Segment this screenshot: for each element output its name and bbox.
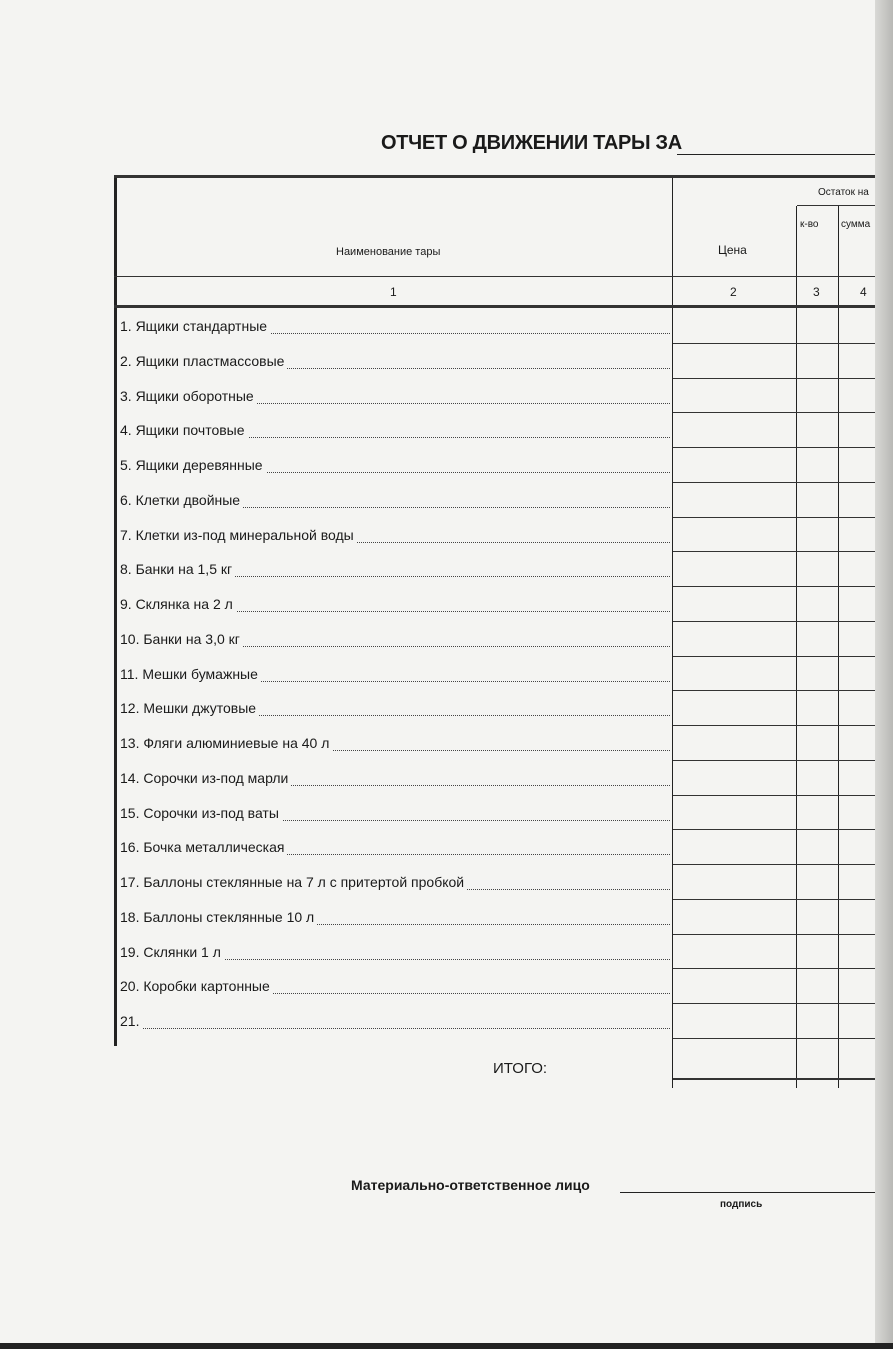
table-row-label bbox=[120, 596, 672, 616]
row-divider bbox=[673, 864, 879, 865]
table-row-label bbox=[120, 457, 672, 477]
qty-column-left-border bbox=[796, 206, 797, 1088]
table-row-label bbox=[120, 1013, 672, 1033]
column-number-3: 3 bbox=[813, 285, 820, 299]
row-name-text: 5. Ящики деревянные bbox=[120, 457, 266, 473]
table-row-label bbox=[120, 492, 672, 512]
column-number-2: 2 bbox=[730, 285, 737, 299]
row-divider bbox=[673, 656, 879, 657]
table-row-label bbox=[120, 631, 672, 651]
table-row-label bbox=[120, 978, 672, 998]
row-name-text: 8. Банки на 1,5 кг bbox=[120, 561, 235, 577]
signature-line bbox=[620, 1192, 885, 1193]
row-name-text: 7. Клетки из-под минеральной воды bbox=[120, 527, 357, 543]
header-sum: сумма bbox=[841, 219, 871, 230]
row-divider bbox=[673, 899, 879, 900]
total-label: ИТОГО: bbox=[493, 1060, 548, 1077]
table-top-border bbox=[114, 175, 879, 178]
column-numbers-bottom-line bbox=[114, 305, 879, 308]
table-row-label bbox=[120, 805, 672, 825]
table-row-label bbox=[120, 666, 672, 686]
row-name-text: 9. Склянка на 2 л bbox=[120, 596, 236, 612]
row-divider bbox=[673, 621, 879, 622]
row-divider bbox=[673, 412, 879, 413]
header-qty: к-во bbox=[800, 219, 819, 230]
row-name-text: 3. Ящики оборотные bbox=[120, 388, 257, 404]
table-row-label bbox=[120, 353, 672, 373]
table-row-label bbox=[120, 561, 672, 581]
report-title: ОТЧЕТ О ДВИЖЕНИИ ТАРЫ ЗА bbox=[381, 132, 682, 154]
responsible-person-label: Материально-ответственное лицо bbox=[351, 1177, 590, 1193]
row-name-text: 13. Фляги алюминиевые на 40 л bbox=[120, 735, 332, 751]
header-name: Наименование тары bbox=[336, 246, 441, 258]
header-remainder: Остаток на bbox=[818, 187, 869, 198]
row-divider bbox=[673, 517, 879, 518]
table-row-label bbox=[120, 388, 672, 408]
table-row-label bbox=[120, 944, 672, 964]
row-name-text: 15. Сорочки из-под ваты bbox=[120, 805, 282, 821]
column-number-4: 4 bbox=[860, 285, 867, 299]
row-name-text: 19. Склянки 1 л bbox=[120, 944, 224, 960]
row-name-text: 14. Сорочки из-под марли bbox=[120, 770, 291, 786]
row-divider bbox=[673, 482, 879, 483]
period-blank-line bbox=[677, 154, 877, 155]
row-name-text: 6. Клетки двойные bbox=[120, 492, 243, 508]
row-divider bbox=[673, 795, 879, 796]
row-name-text: 16. Бочка металлическая bbox=[120, 839, 287, 855]
page-right-edge-shadow bbox=[875, 0, 893, 1349]
row-divider bbox=[673, 447, 879, 448]
price-column-left-border bbox=[672, 176, 673, 1088]
column-number-1: 1 bbox=[390, 285, 397, 299]
row-divider bbox=[673, 1003, 879, 1004]
row-name-text: 4. Ящики почтовые bbox=[120, 422, 248, 438]
signature-caption: подпись bbox=[720, 1199, 763, 1210]
table-row-label bbox=[120, 839, 672, 859]
total-row-bottom-line bbox=[673, 1078, 879, 1080]
header-price: Цена bbox=[718, 243, 747, 257]
row-name-text: 10. Банки на 3,0 кг bbox=[120, 631, 243, 647]
table-row-label bbox=[120, 318, 672, 338]
table-row-label bbox=[120, 422, 672, 442]
row-divider bbox=[673, 586, 879, 587]
row-name-text: 1. Ящики стандартные bbox=[120, 318, 270, 334]
row-name-text: 21. bbox=[120, 1013, 142, 1029]
table-row-label bbox=[120, 874, 672, 894]
row-name-text: 20. Коробки картонные bbox=[120, 978, 273, 994]
row-divider bbox=[673, 829, 879, 830]
row-name-text: 12. Мешки джутовые bbox=[120, 700, 259, 716]
header-bottom-line bbox=[114, 276, 879, 277]
row-divider bbox=[673, 343, 879, 344]
table-row-label bbox=[120, 735, 672, 755]
table-row-label bbox=[120, 909, 672, 929]
leader-dots bbox=[120, 1028, 670, 1029]
row-divider bbox=[673, 968, 879, 969]
table-row-label bbox=[120, 770, 672, 790]
remainder-subheader-line bbox=[797, 205, 879, 206]
table-row-label bbox=[120, 527, 672, 547]
row-name-text: 18. Баллоны стеклянные 10 л bbox=[120, 909, 317, 925]
row-name-text: 17. Баллоны стеклянные на 7 л с притертой пробкой bbox=[120, 874, 467, 890]
row-divider bbox=[673, 551, 879, 552]
page-bottom-edge bbox=[0, 1343, 893, 1349]
row-name-text: 2. Ящики пластмассовые bbox=[120, 353, 287, 369]
table-row-label bbox=[120, 700, 672, 720]
sum-column-left-border bbox=[838, 206, 839, 1088]
row-divider bbox=[673, 378, 879, 379]
row-divider bbox=[673, 725, 879, 726]
row-divider bbox=[673, 690, 879, 691]
row-divider bbox=[673, 1038, 879, 1039]
row-name-text: 11. Мешки бумажные bbox=[120, 666, 261, 682]
row-divider bbox=[673, 934, 879, 935]
row-divider bbox=[673, 760, 879, 761]
